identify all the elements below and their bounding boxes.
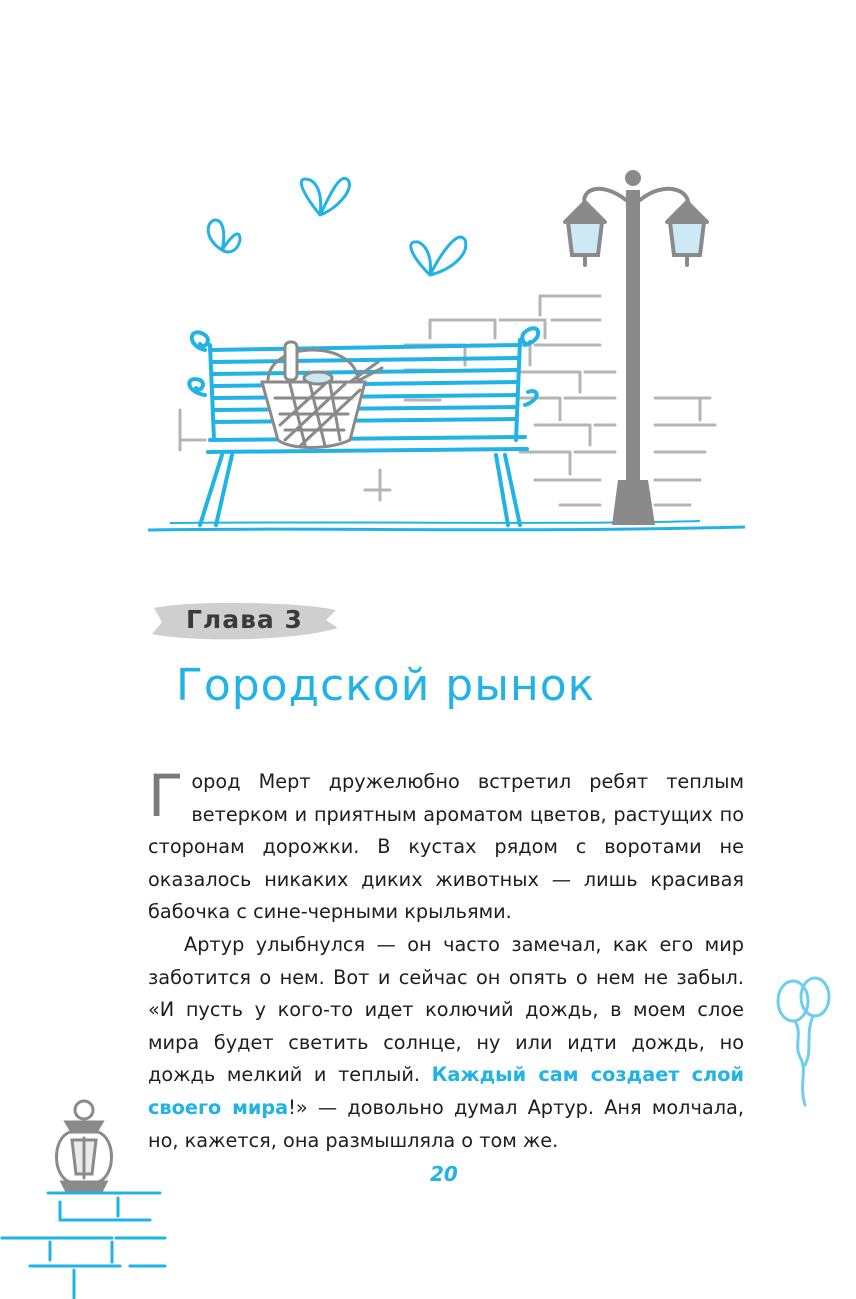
lantern-icon	[0, 1098, 170, 1299]
page-number: 20	[430, 1162, 458, 1186]
chapter-title: Городской рынок	[176, 660, 596, 711]
bench-illustration	[0, 0, 856, 560]
paragraph-1	[148, 762, 744, 929]
street-lamp-icon	[565, 170, 707, 525]
butterfly-icon	[208, 178, 466, 275]
paragraph-2	[148, 929, 744, 1157]
chapter-label	[150, 598, 340, 644]
paragraph-2-end: !» — довольно думал Артур. Аня молчала, но, кажется, она размышляла о том же.	[148, 1095, 744, 1152]
paragraph-2-start: Артур улыбнулся — он часто замечал, как его мир заботится о нем. Вот и сейчас он опять о нем не забыл. «И пусть у кого-то идет колючий дождь, в моем слое мира будет светить солнце, ну или идти дождь, но дождь мелкий и теплый.	[148, 932, 744, 1087]
highlighted-phrase: Каждый сам создает слой своего мира	[148, 1063, 744, 1119]
drop-cap: Г	[148, 762, 184, 830]
bench-icon	[189, 328, 538, 525]
ground-line	[148, 527, 745, 530]
balloons-icon	[775, 975, 835, 1115]
chapter-number: Глава 3	[186, 605, 303, 634]
paragraph-1-text: ород Мерт дружелюбно встретил ребят теплым ветерком и приятным ароматом цветов, растущих по сторонам дорожки. В кустах рядом с воротами не оказалось никаких диких животных — лишь красивая бабочка с сине-черными крыльями.	[148, 770, 744, 924]
body-text	[148, 762, 744, 1157]
